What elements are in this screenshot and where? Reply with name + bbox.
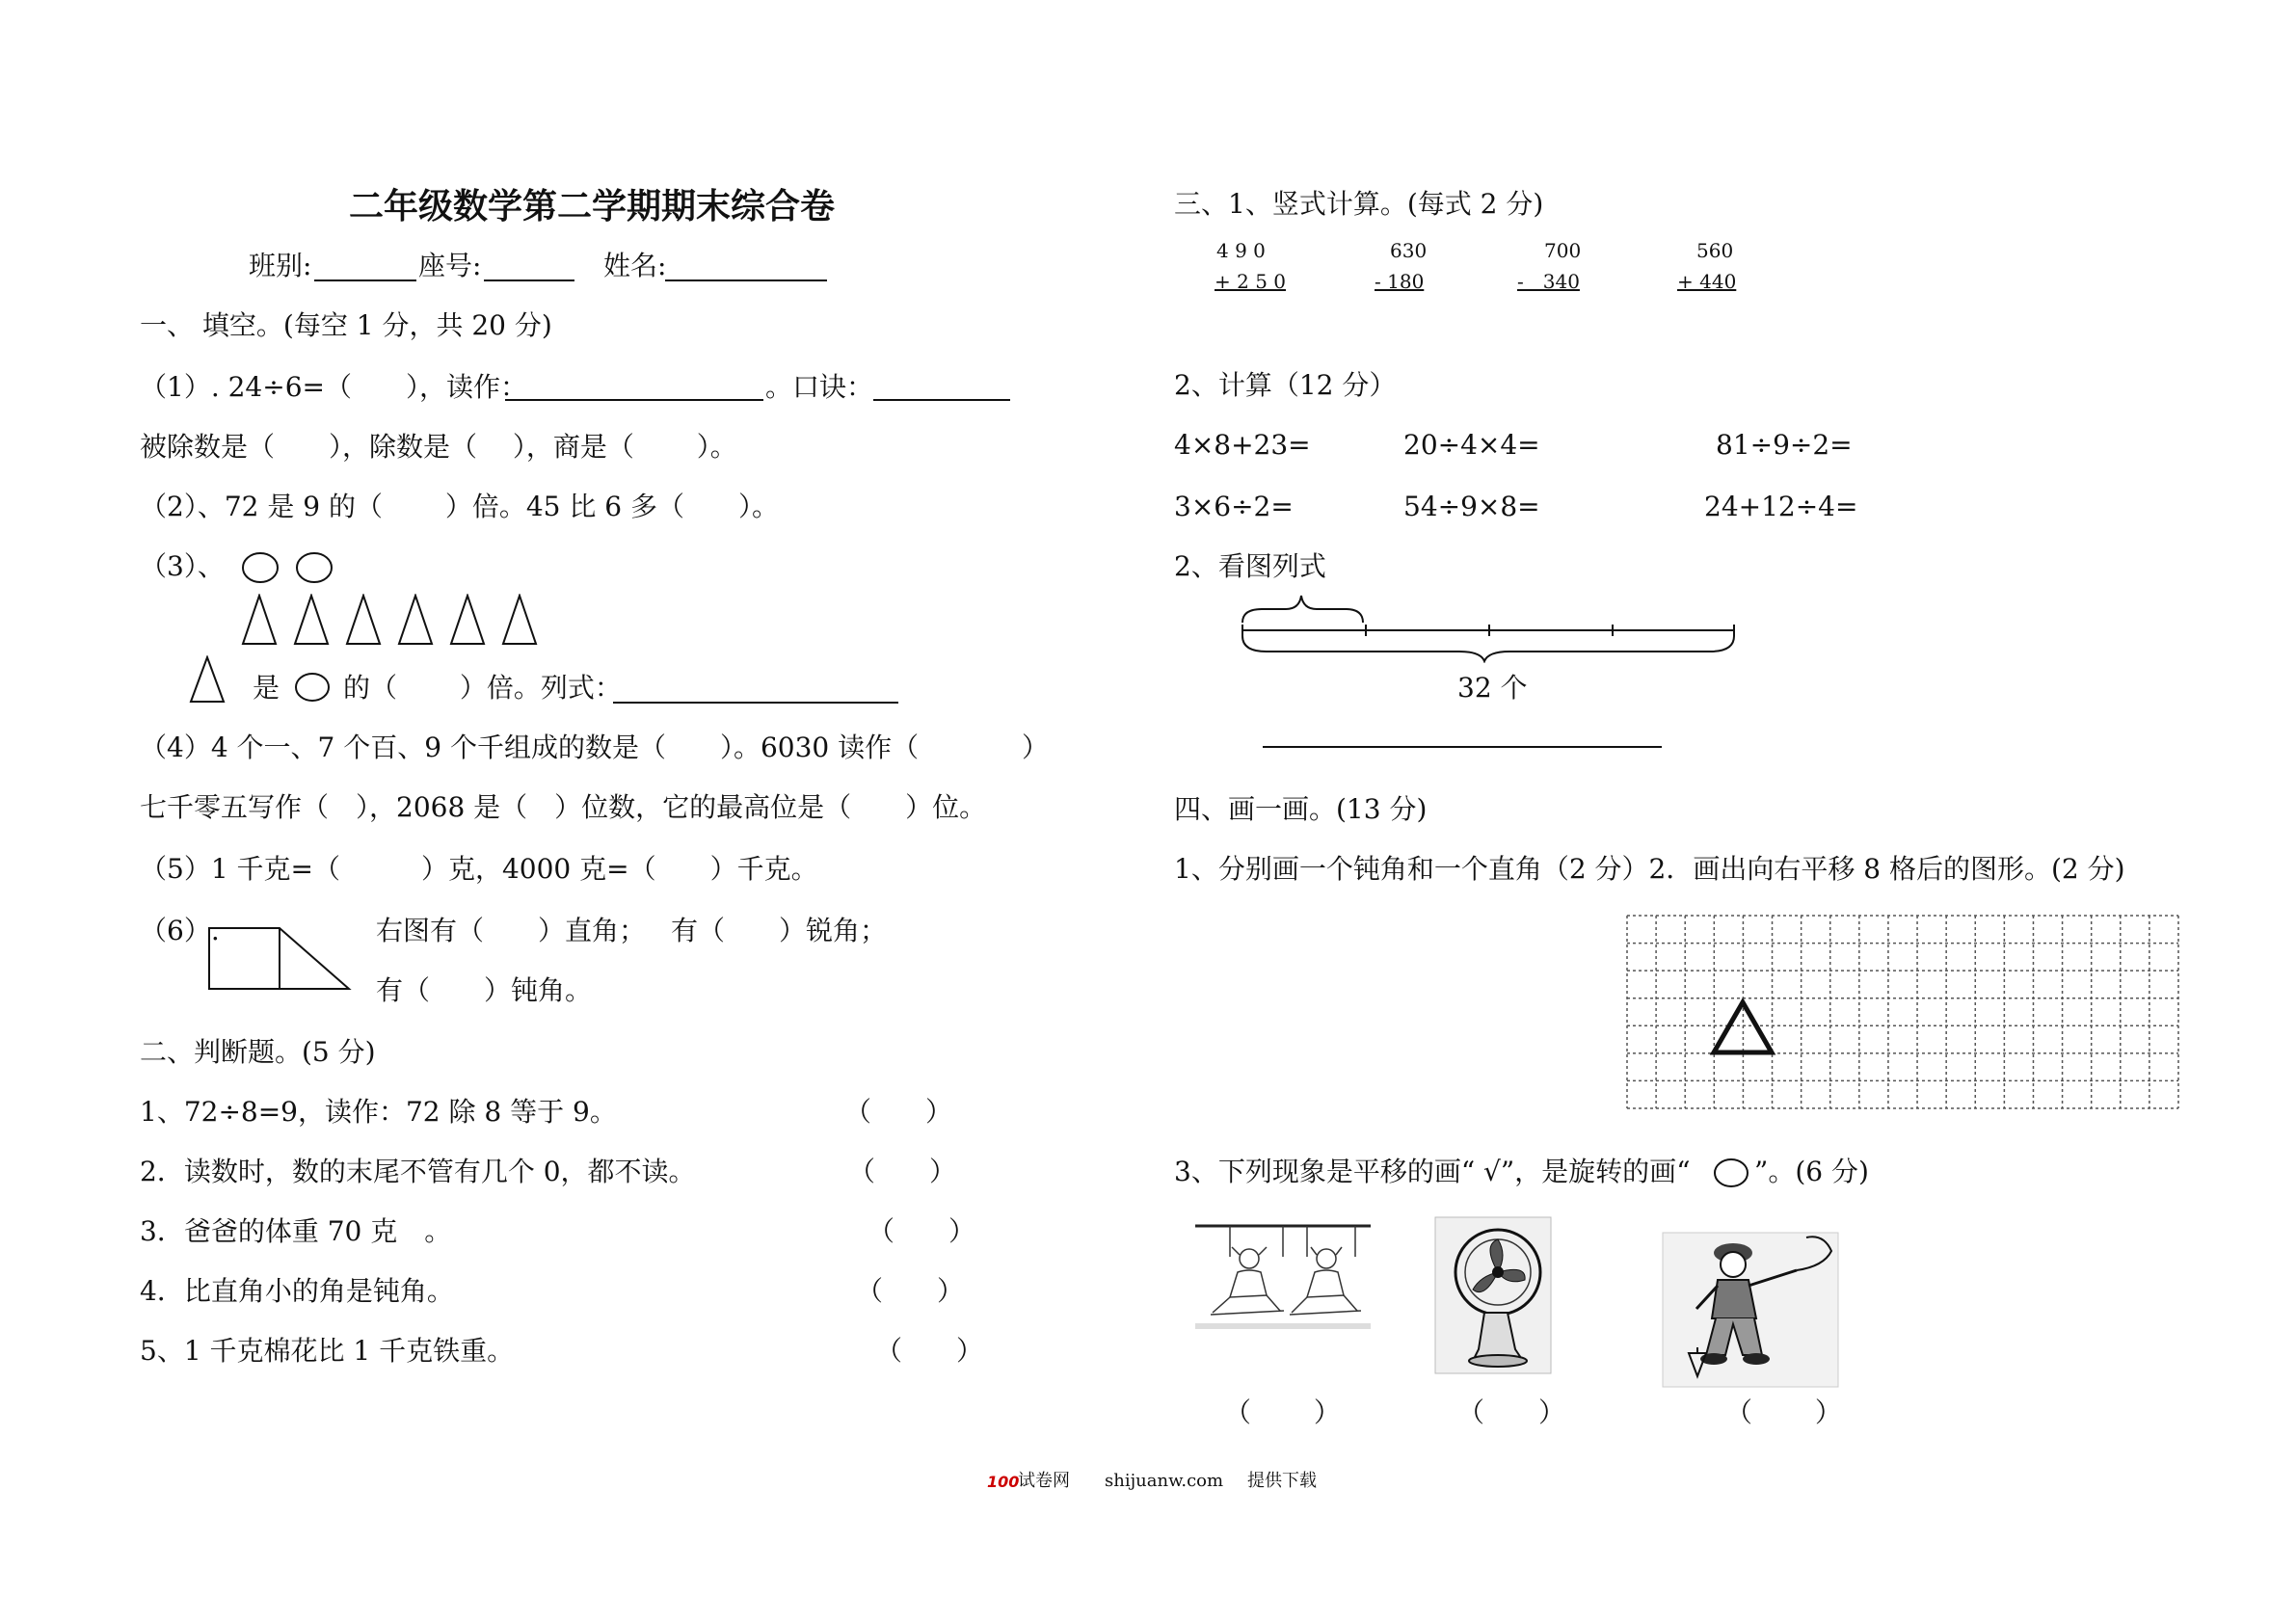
seat-label: 座号: [418, 250, 482, 281]
fan-picture [1434, 1216, 1552, 1374]
phenomenon-paren-3[interactable]: （ ） [1725, 1397, 1842, 1428]
calc-4: 3×6÷2= [1174, 491, 1294, 522]
vertical-4-bottom: + 440 [1677, 270, 1737, 293]
judge-paren-3[interactable]: （ ） [868, 1215, 976, 1247]
class-blank[interactable] [314, 279, 416, 281]
vertical-1-bottom: + 2 5 0 [1215, 270, 1287, 293]
judge-paren-2[interactable]: （ ） [848, 1156, 957, 1187]
seat-blank[interactable] [484, 279, 574, 281]
judge-paren-5[interactable]: （ ） [875, 1335, 984, 1367]
vertical-1-top: 4 9 0 [1216, 239, 1266, 262]
q6-part-c: 有（ ）钝角。 [376, 974, 593, 1006]
dotted-grid[interactable] [1625, 914, 2180, 1110]
q3-formula-blank[interactable] [613, 702, 898, 704]
section4-heading: 四、画一画。(13 分) [1174, 793, 1428, 825]
rotation-question-end: ”。(6 分) [1754, 1156, 1869, 1187]
q6-part-b: 有（ ）锐角； [671, 915, 888, 946]
section1-heading: 一、 填空。(每空 1 分，共 20 分) [140, 309, 552, 341]
triangle-icon [189, 655, 227, 704]
q3-label: （3）、 [140, 550, 225, 582]
q5: （5）1 千克=（ ）克，4000 克=（ ）千克。 [140, 853, 818, 885]
phenomenon-paren-2[interactable]: （ ） [1457, 1397, 1566, 1428]
calc-3: 81÷9÷2= [1716, 429, 1853, 461]
vertical-4-top: 560 [1696, 239, 1734, 262]
q4-part-a: （4）4 个一、7 个百、9 个千组成的数是（ ）。6030 读作（ [140, 732, 920, 763]
q3-of: 的（ ）倍。列式： [343, 672, 622, 704]
judge-item-1: 1、72÷8=9，读作：72 除 8 等于 9。 [140, 1096, 617, 1128]
name-label: 姓名: [603, 250, 667, 281]
rotation-question: 3、下列现象是平移的画“ √”，是旋转的画“ [1174, 1156, 1691, 1187]
site-name: 试卷网 [1018, 1471, 1070, 1491]
section2-heading: 二、判断题。(5 分) [140, 1036, 376, 1068]
q3-is: 是 [253, 672, 280, 704]
vertical-2-bottom: - 180 [1375, 270, 1425, 293]
page-title: 二年级数学第二学期期末综合卷 [349, 186, 836, 226]
q1-part-c: 被除数是（ ），除数是（ ），商是（ ）。 [140, 431, 737, 463]
q1-rhyme-blank[interactable] [873, 399, 1010, 401]
judge-item-3: 3．爸爸的体重 70 克 。 [140, 1215, 452, 1247]
q4-part-c: 七千零五写作（ ），2068 是（ ）位数，它的最高位是（ ）位。 [140, 791, 987, 823]
spinning-top-picture [1662, 1232, 1839, 1388]
circle-icon [1712, 1157, 1750, 1189]
swing-picture [1191, 1218, 1375, 1334]
judge-paren-4[interactable]: （ ） [856, 1275, 965, 1307]
site-url[interactable]: shijuanw.com [1105, 1471, 1224, 1491]
judge-item-4: 4．比直角小的角是钝角。 [140, 1275, 454, 1307]
calc-heading: 2、计算（12 分） [1174, 369, 1397, 401]
picture-label: 32 个 [1457, 672, 1528, 704]
draw-instructions: 1、分别画一个钝角和一个直角（2 分）2．画出向右平移 8 格后的图形。(2 分) [1174, 853, 2125, 885]
picture-formula-blank[interactable] [1263, 746, 1662, 748]
name-blank[interactable] [665, 279, 827, 281]
q6-part-a: 右图有（ ）直角； [376, 915, 647, 946]
class-label: 班别: [249, 250, 312, 281]
phenomenon-paren-1[interactable]: （ ） [1224, 1397, 1341, 1428]
q1-part-a: （1）. 24÷6=（ ），读作： [140, 371, 527, 403]
judge-item-2: 2．读数时，数的末尾不管有几个 0，都不读。 [140, 1156, 696, 1187]
calc-2: 20÷4×4= [1403, 429, 1540, 461]
q1-read-blank[interactable] [505, 399, 763, 401]
circle-icon [293, 671, 332, 704]
trapezoid-figure [206, 925, 353, 993]
q6-label: （6）. [140, 915, 220, 946]
q4-part-b: ） [1022, 732, 1050, 763]
calc-1: 4×8+23= [1174, 429, 1311, 461]
provide-download: 提供下载 [1247, 1471, 1317, 1491]
picture-heading: 2、看图列式 [1174, 550, 1326, 582]
q1-part-b: 。口诀： [765, 371, 874, 403]
calc-6: 24+12÷4= [1704, 491, 1858, 522]
site-logo: 100 [987, 1473, 1020, 1491]
circle-pair [239, 549, 335, 586]
brace-diagram [1238, 592, 1747, 663]
vertical-3-bottom: - 340 [1517, 270, 1580, 293]
vertical-2-top: 630 [1390, 239, 1428, 262]
judge-item-5: 5、1 千克棉花比 1 千克铁重。 [140, 1335, 515, 1367]
section3-heading: 三、1、竖式计算。(每式 2 分) [1174, 188, 1544, 220]
judge-paren-1[interactable]: （ ） [844, 1096, 953, 1128]
q2: （2）、72 是 9 的（ ）倍。45 比 6 多（ ）。 [140, 491, 780, 522]
triangle-row [241, 594, 546, 646]
vertical-3-top: 700 [1544, 239, 1582, 262]
calc-5: 54÷9×8= [1403, 491, 1540, 522]
